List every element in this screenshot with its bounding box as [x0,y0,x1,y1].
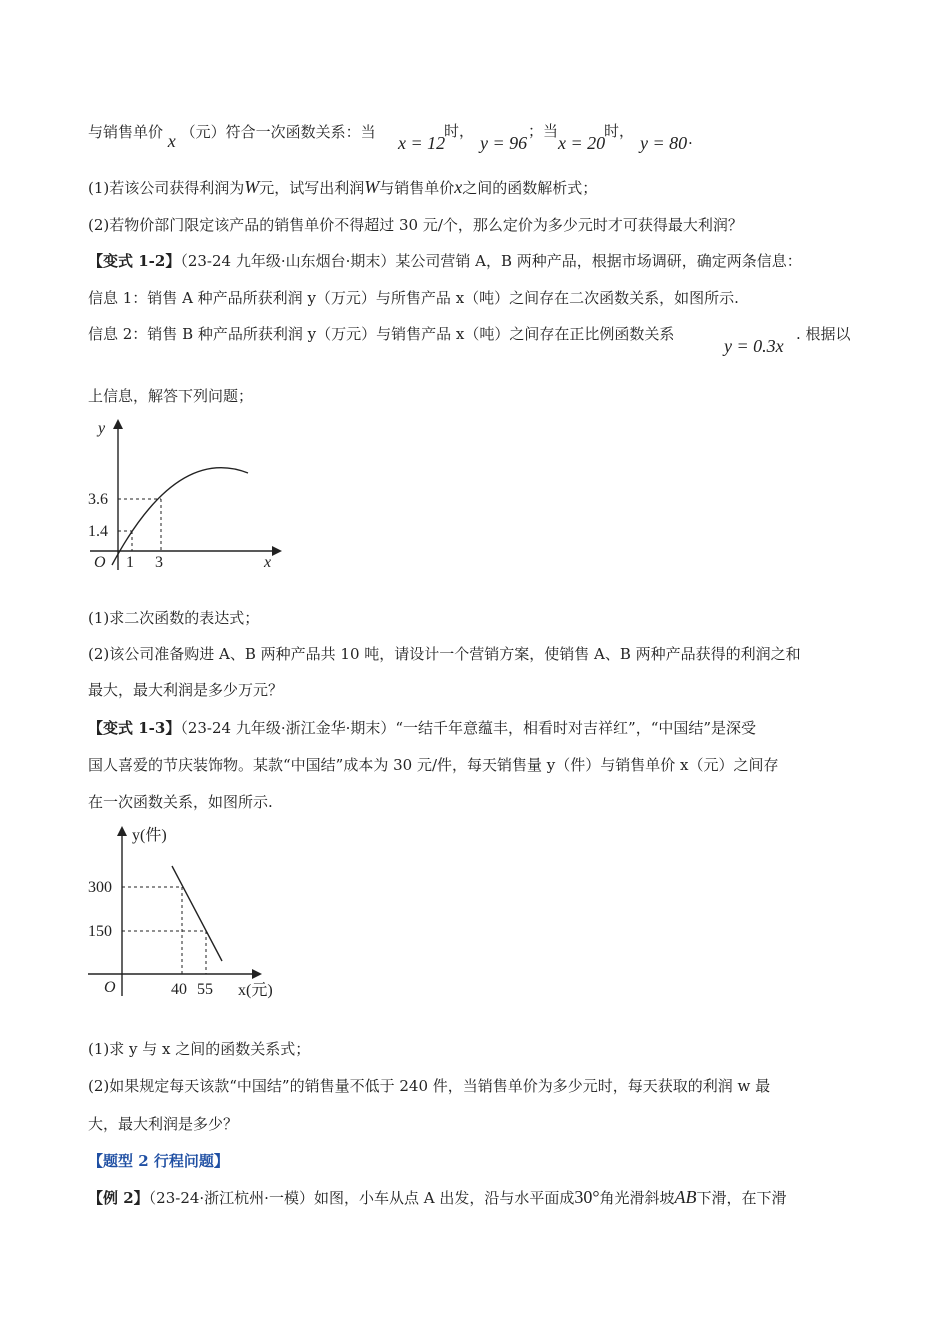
math-angle: 30° [574,1187,600,1207]
text-fragment: 元，试写出利润 [259,179,365,197]
variant-1-2-q2-cont: 最大，最大利润是多少万元？ [88,681,284,699]
tick-label: 150 [88,923,112,940]
info-1: 信息 1：销售 A 种产品所获利润 y（万元）与所售产品 x（吨）之间存在二次函数关系，如图所示. [88,289,739,307]
tick-label: 3.6 [88,491,108,508]
equation: x = 20 [558,133,606,153]
variant-1-3-q1: (1)求 y 与 x 之间的函数关系式； [88,1040,311,1058]
text-fragment: . 根据以 [796,325,851,343]
question-1 [88,176,597,199]
linear-graph [80,820,290,1005]
x-axis-arrow [272,546,282,556]
question-2: (2)若物价部门限定该产品的销售单价不得超过 30 元/个，那么定价为多少元时才可获得最大利润？ [88,216,743,234]
y-axis-arrow [113,419,123,429]
text-fragment: ；当 [528,122,559,140]
tick-label: 55 [197,981,213,998]
text-fragment: （元）符合一次函数关系：当 [180,123,376,141]
text-fragment: 下滑，在下滑 [696,1189,787,1207]
example-2 [88,1186,787,1209]
info-2-cont: 上信息，解答下列问题； [88,387,254,405]
quadratic-graph [80,415,290,575]
sales-line [172,866,222,961]
math-var: AB [674,1187,697,1207]
y-axis-arrow [117,826,127,836]
tick-label: 300 [88,879,112,896]
x-axis-label: x [264,554,272,571]
variant-1-2-q1: (1)求二次函数的表达式； [88,609,260,627]
intro-line [88,120,376,151]
equation: y = 0.3x [724,336,784,356]
math-var: x [167,131,176,151]
origin-label: O [94,554,106,571]
variant-1-3-q2-cont: 大，最大利润是多少？ [88,1115,239,1133]
variant-1-3-text: 在一次函数关系，如图所示. [88,793,273,811]
variant-1-2-intro [88,250,802,272]
tick-label: 1 [126,554,134,571]
math-var: W [364,177,380,197]
text-fragment: . [688,130,693,148]
example-tag: 【例 2】 [88,1189,149,1207]
text-fragment: (1)若该公司获得利润为 [88,179,245,197]
text-fragment: （23-24 九年级·山东烟台·期末）某公司营销 A，B 两种产品，根据市场调研，确定两条信息： [180,252,802,270]
text-fragment: （23-24·浙江杭州·一模）如图，小车从点 A 出发，沿与水平面成 [148,1189,575,1207]
text-fragment: 角光滑斜坡 [599,1189,675,1207]
text-fragment: 信息 2：销售 B 种产品所获利润 y（万元）与销售产品 x（吨）之间存在正比例函数关系 [88,325,675,343]
text-fragment: （23-24 九年级·浙江金华·期末）“一结千年意蕴丰，相看时对吉祥红”，“中国结”是深受 [180,719,757,737]
math-var: W [244,177,260,197]
x-axis-arrow [252,969,262,979]
variant-1-3-text: 国人喜爱的节庆装饰物。某款“中国结”成本为 30 元/件，每天销售量 y（件）与销售单价 x（元）之间存 [88,756,779,774]
info-2 [88,323,674,345]
text-fragment: 与销售单价 [88,123,164,141]
variant-1-2-q2: (2)该公司准备购进 A、B 两种产品共 10 吨，请设计一个营销方案，使销售 A、B 两种产品获得的利润之和 [88,645,801,663]
tick-label: 40 [171,981,187,998]
y-axis-label: y [98,420,106,437]
x-axis-label: x(元) [238,982,273,999]
equation: y = 80 [640,133,688,153]
math-var: x [454,177,463,197]
text-fragment: 时， [444,122,475,140]
tick-label: 3 [155,554,163,571]
variant-tag: 【变式 1-3】 [88,719,181,737]
text-fragment: 之间的函数解析式； [462,179,598,197]
variant-1-3-intro [88,717,756,739]
variant-1-3-q2: (2)如果规定每天该款“中国结”的销售量不低于 240 件，当销售单价为多少元时，每天获取的利润 w 最 [88,1077,771,1095]
variant-tag: 【变式 1-2】 [88,252,181,270]
equation: y = 96 [480,133,528,153]
section-heading: 【题型 2 行程问题】 [88,1152,229,1170]
text-fragment: 与销售单价 [379,179,455,197]
tick-label: 1.4 [88,523,108,540]
y-axis-label: y(件) [132,827,167,844]
text-fragment: 时， [604,122,635,140]
origin-label: O [104,979,116,996]
equation: x = 12 [398,133,446,153]
